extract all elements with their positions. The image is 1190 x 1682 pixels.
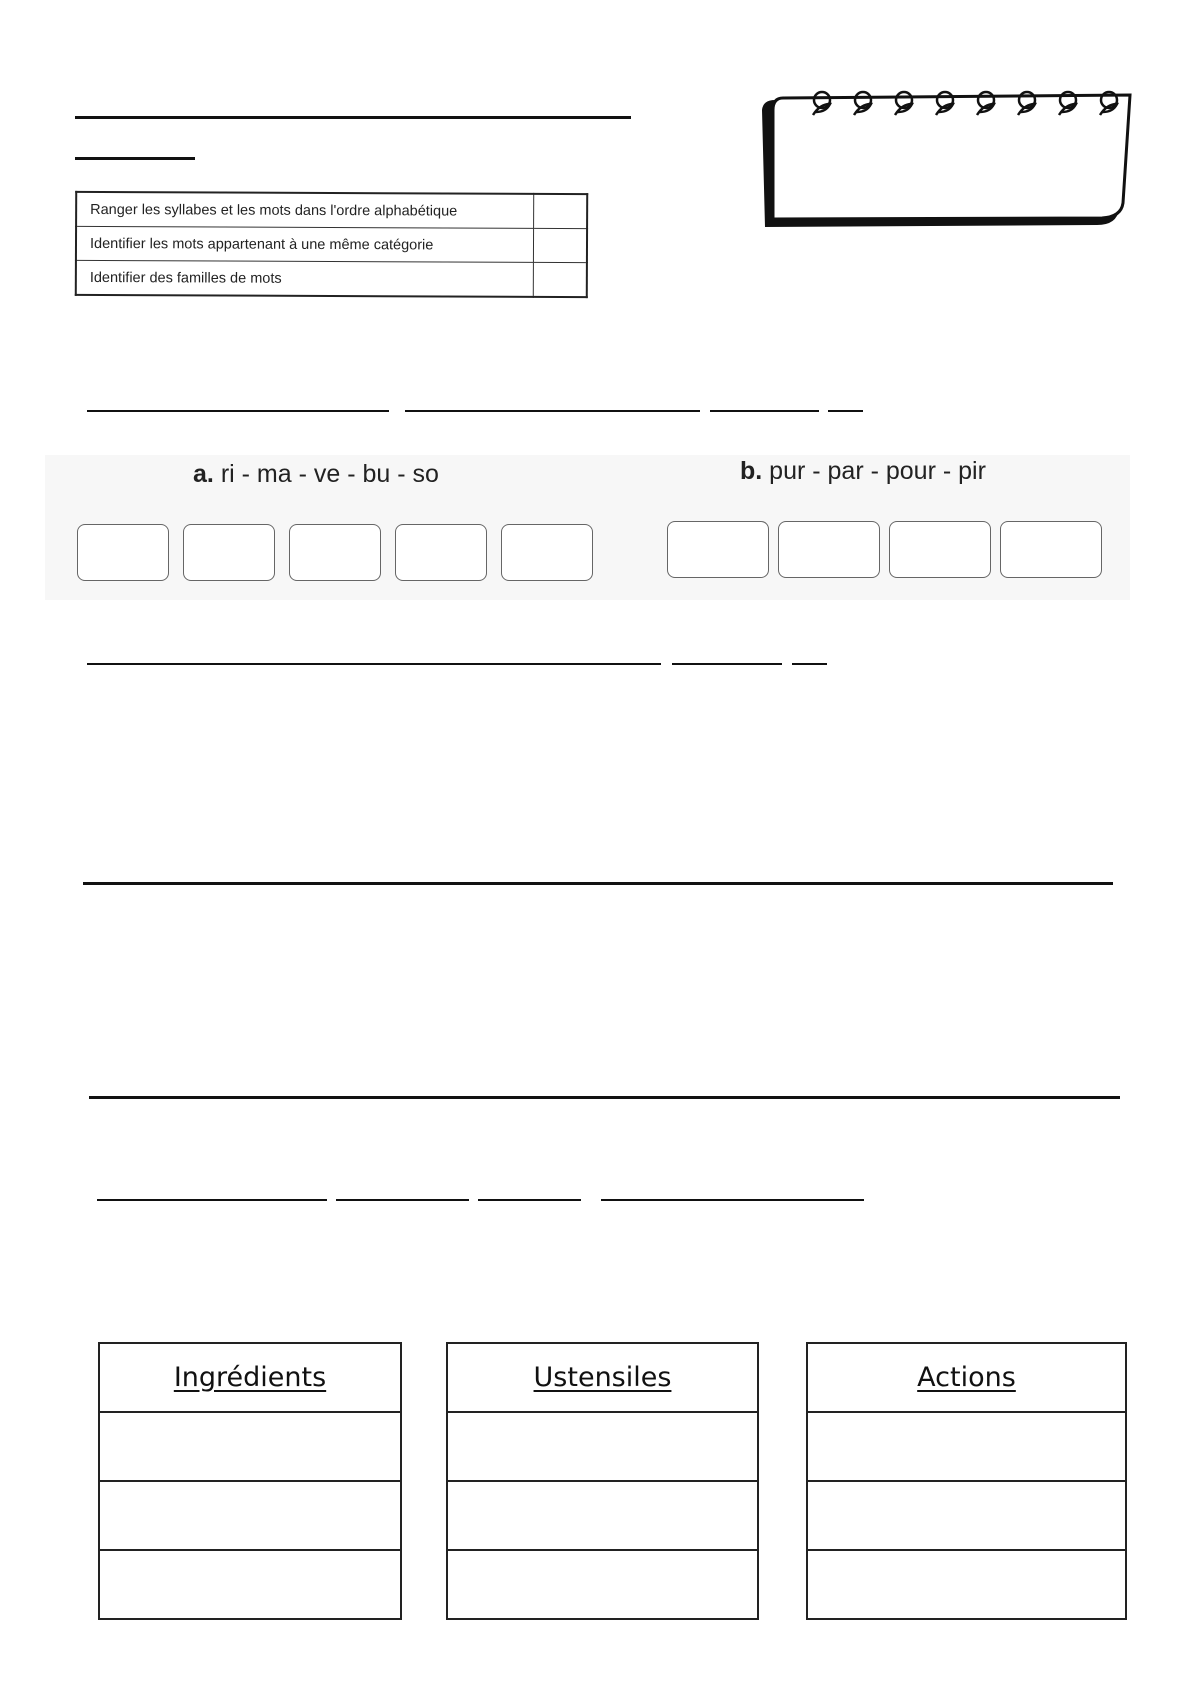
- skill-row: [76, 226, 587, 262]
- exercise1-instruction-line: [405, 410, 700, 412]
- skill-label: Ranger les syllabes et les mots dans l'ordre alphabétique: [76, 192, 534, 228]
- syllables-list: ri - ma - ve - bu - so: [220, 460, 439, 488]
- exercise2-instruction-line: [672, 663, 782, 665]
- ingredients-cell[interactable]: [99, 1412, 401, 1481]
- exercise3-instruction-line: [336, 1199, 469, 1201]
- answer-box[interactable]: [1000, 521, 1102, 578]
- subtitle-line: [75, 157, 195, 160]
- answer-box[interactable]: [289, 524, 381, 581]
- exercise1-instruction-line: [710, 410, 819, 412]
- exercise3-instruction-line: [478, 1199, 581, 1201]
- ingredients-cell[interactable]: [99, 1550, 401, 1619]
- skills-checklist-table: [75, 191, 588, 298]
- skill-check-cell[interactable]: [533, 228, 587, 262]
- actions-cell[interactable]: [807, 1481, 1126, 1550]
- writing-line[interactable]: [89, 1096, 1120, 1099]
- ustensiles-cell[interactable]: [447, 1550, 758, 1619]
- ustensiles-header: Ustensiles: [447, 1343, 758, 1412]
- answer-box[interactable]: [395, 524, 487, 581]
- skill-label: Identifier des familles de mots: [76, 260, 534, 296]
- exercise1-instruction-line: [87, 410, 389, 412]
- answer-box[interactable]: [77, 524, 169, 581]
- actions-cell[interactable]: [807, 1550, 1126, 1619]
- answer-box[interactable]: [889, 521, 991, 578]
- exercise2-instruction-line: [87, 663, 661, 665]
- ingredients-header: Ingrédients: [99, 1343, 401, 1412]
- skill-row: [76, 192, 587, 229]
- spiral-notebook-icon: [757, 82, 1139, 232]
- skill-label: Identifier les mots appartenant à une même catégorie: [76, 226, 534, 262]
- title-line: [75, 116, 631, 119]
- answer-boxes-b: [667, 521, 1102, 578]
- syllables-list: pur - par - pour - pir: [769, 457, 986, 485]
- ustensiles-cell[interactable]: [447, 1481, 758, 1550]
- actions-cell[interactable]: [807, 1412, 1126, 1481]
- ingredients-cell[interactable]: [99, 1481, 401, 1550]
- syllables-set-a: [193, 460, 439, 489]
- answer-box[interactable]: [778, 521, 880, 578]
- ustensiles-cell[interactable]: [447, 1412, 758, 1481]
- exercise1-instruction-line: [828, 410, 863, 412]
- syllables-set-b: [740, 457, 986, 486]
- skill-row: [76, 260, 587, 297]
- answer-box[interactable]: [667, 521, 769, 578]
- exercise2-instruction-line: [792, 663, 827, 665]
- exercise3-instruction-line: [601, 1199, 864, 1201]
- ingredients-table: [98, 1342, 402, 1620]
- actions-header: Actions: [807, 1343, 1126, 1412]
- writing-line[interactable]: [83, 882, 1113, 885]
- answer-boxes-a: [77, 524, 593, 581]
- skill-check-cell[interactable]: [533, 262, 587, 297]
- set-letter: b.: [740, 457, 763, 485]
- answer-box[interactable]: [183, 524, 275, 581]
- actions-table: [806, 1342, 1127, 1620]
- skill-check-cell[interactable]: [534, 194, 588, 229]
- exercise3-instruction-line: [97, 1199, 327, 1201]
- set-letter: a.: [193, 460, 214, 488]
- ustensiles-table: [446, 1342, 759, 1620]
- answer-box[interactable]: [501, 524, 593, 581]
